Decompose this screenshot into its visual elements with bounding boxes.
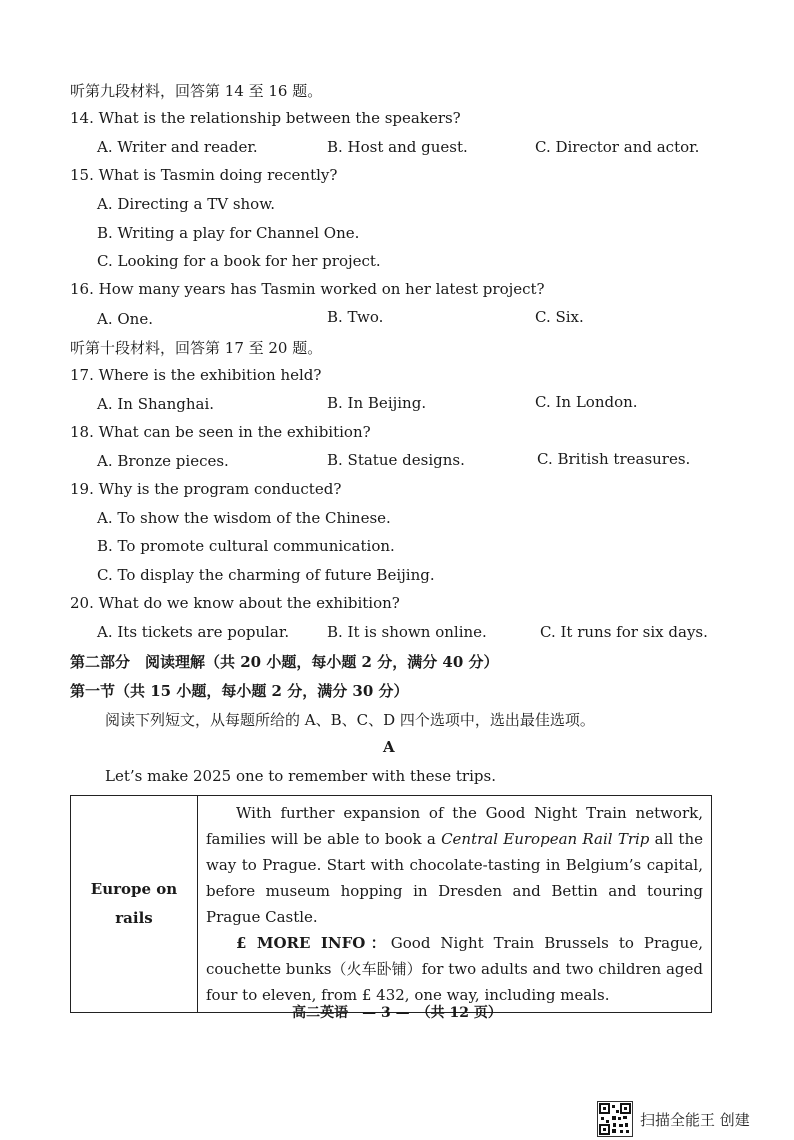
section1-heading: 第一节（共 15 小题，每小题 2 分，满分 30 分） — [70, 682, 409, 700]
passage-letter: A — [383, 738, 395, 756]
section-header-9: 听第九段材料，回答第 14 至 16 题。 — [70, 82, 323, 100]
q14-option-c: C. Director and actor. — [535, 138, 700, 156]
question-14: 14. What is the relationship between the speakers? — [70, 109, 461, 127]
q16-option-a: A. One. — [97, 310, 153, 328]
q17-option-a: A. In Shanghai. — [97, 395, 215, 413]
passage-paragraph-1 — [206, 800, 703, 930]
passage-paragraph-2 — [206, 930, 703, 1008]
table-label-line1: Europe on — [90, 880, 178, 898]
qr-code-icon — [597, 1101, 633, 1137]
part2-heading: 第二部分 阅读理解（共 20 小题，每小题 2 分，满分 40 分） — [70, 653, 499, 671]
passage-intro: Let’s make 2025 one to remember with these trips. — [105, 767, 496, 785]
q14-option-b: B. Host and guest. — [327, 138, 468, 156]
p1-text-b: all the way to Prague. Start with chocolate-tasting in Belgium’s capital, before museum hopping in Dresden and Bettin and touring Prague Castle. — [206, 830, 703, 926]
q20-option-b: B. It is shown online. — [327, 623, 487, 641]
question-15: 15. What is Tasmin doing recently? — [70, 166, 338, 184]
question-18: 18. What can be seen in the exhibition? — [70, 423, 371, 441]
p1-text-a: With further expansion of the Good Night Train network, families will be able to book a — [206, 804, 703, 848]
more-info-label: £ MORE INFO： — [236, 934, 391, 952]
q20-option-a: A. Its tickets are popular. — [97, 623, 290, 641]
table-label-cell — [71, 796, 198, 1013]
q14-option-a: A. Writer and reader. — [97, 138, 258, 156]
q15-option-c: C. Looking for a book for her project. — [97, 252, 381, 270]
q16-option-b: B. Two. — [327, 308, 384, 326]
q18-option-b: B. Statue designs. — [327, 451, 465, 469]
passage-table — [70, 795, 712, 1013]
q19-option-a: A. To show the wisdom of the Chinese. — [97, 509, 391, 527]
table-label-line2: rails — [115, 909, 153, 927]
question-16: 16. How many years has Tasmin worked on her latest project? — [70, 280, 545, 298]
q15-option-a: A. Directing a TV show. — [97, 195, 276, 213]
page-footer: 高二英语 — 3 — （共 12 页） — [292, 1005, 502, 1021]
question-19: 19. Why is the program conducted? — [70, 480, 342, 498]
q20-option-c: C. It runs for six days. — [540, 623, 708, 641]
q18-option-c: C. British treasures. — [537, 450, 691, 468]
q17-option-b: B. In Beijing. — [327, 394, 427, 412]
q18-option-a: A. Bronze pieces. — [97, 452, 229, 470]
q19-option-b: B. To promote cultural communication. — [97, 537, 395, 555]
p2-text: Good Night Train Brussels to Prague, couchette bunks（火车卧铺）for two adults and two children aged four to eleven, from £ 432, one way, including meals. — [206, 934, 703, 1004]
q15-option-b: B. Writing a play for Channel One. — [97, 224, 360, 242]
reading-instruction: 阅读下列短文，从每题所给的 A、B、C、D 四个选项中，选出最佳选项。 — [105, 711, 595, 729]
q19-option-c: C. To display the charming of future Beijing. — [97, 566, 435, 584]
scanner-watermark: 扫描全能王 创建 — [640, 1111, 750, 1129]
section-header-10: 听第十段材料，回答第 17 至 20 题。 — [70, 339, 323, 357]
p1-italic-title: Central European Rail Trip — [441, 830, 650, 848]
question-17: 17. Where is the exhibition held? — [70, 366, 322, 384]
table-body-cell — [198, 796, 712, 1013]
q16-option-c: C. Six. — [535, 308, 584, 326]
q17-option-c: C. In London. — [535, 393, 638, 411]
question-20: 20. What do we know about the exhibition? — [70, 594, 400, 612]
